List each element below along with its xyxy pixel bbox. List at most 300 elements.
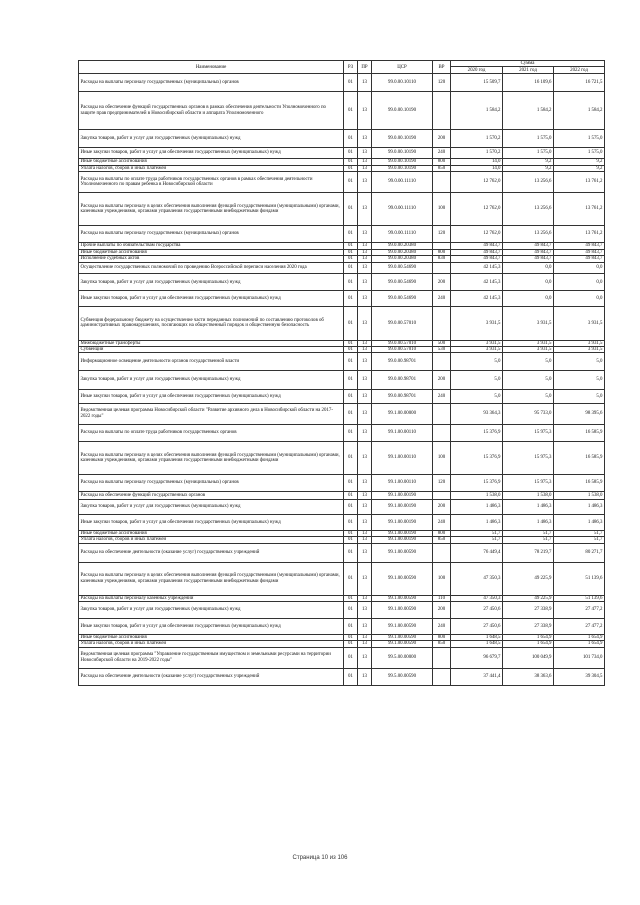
- cell-rz: 01: [344, 347, 358, 353]
- cell-vr: 800: [433, 634, 451, 640]
- cell-rz: 01: [344, 668, 358, 685]
- cell-rz: 01: [344, 370, 358, 389]
- cell-2020: 15 509,7: [451, 74, 503, 91]
- table-row: [79, 601, 605, 618]
- table-row: [79, 668, 605, 685]
- cell-2022: 1 575,0: [554, 147, 605, 159]
- cell-pr: 13: [358, 249, 372, 255]
- cell-2021: 15 975,3: [503, 474, 554, 491]
- cell-2021: 5,0: [503, 370, 554, 389]
- cell-2021: 49 225,9: [503, 595, 554, 601]
- cell-2021: 1 654,9: [503, 641, 554, 647]
- cell-pr: 13: [358, 562, 372, 595]
- cell-2022: 51 139,6: [554, 595, 605, 601]
- cell-2020: 42 145,3: [451, 274, 503, 291]
- cell-2020: 51,7: [451, 530, 503, 536]
- cell-2022: 16 585,9: [554, 442, 605, 475]
- cell-csr: 99.0.00.11110: [372, 172, 433, 193]
- cell-name: Иные бюджетные ассигнования: [79, 530, 344, 536]
- cell-2021: 78 219,7: [503, 543, 554, 562]
- table-row: [79, 370, 605, 389]
- cell-2022: 1 584,2: [554, 91, 605, 130]
- cell-2022: 101 734,0: [554, 647, 605, 668]
- cell-pr: 13: [358, 647, 372, 668]
- cell-2022: 0,0: [554, 274, 605, 291]
- cell-pr: 13: [358, 390, 372, 403]
- cell-2020: 15 376,9: [451, 424, 503, 441]
- cell-vr: 850: [433, 537, 451, 543]
- cell-2021: 49 843,7: [503, 256, 554, 262]
- cell-vr: 100: [433, 442, 451, 475]
- cell-csr: 99.1.00.00110: [372, 442, 433, 475]
- cell-2020: 5,0: [451, 353, 503, 370]
- cell-name: Расходы на обеспечение функций государственных органов в рамках обеспечения деятельности Уполномоченного по защите прав предпринимателей в Новосибирской области и аппарата Уполномоченного: [79, 91, 344, 130]
- cell-name: Иные закупки товаров, работ и услуг для обеспечения государственных (муниципальных) нужд: [79, 147, 344, 159]
- table-row: [79, 562, 605, 595]
- cell-name: Иные бюджетные ассигнования: [79, 159, 344, 165]
- cell-pr: 13: [358, 530, 372, 536]
- cell-name: Межбюджетные трансферты: [79, 340, 344, 346]
- cell-vr: [433, 353, 451, 370]
- cell-pr: 13: [358, 474, 372, 491]
- cell-vr: 200: [433, 370, 451, 389]
- cell-vr: 800: [433, 530, 451, 536]
- cell-2022: 13 761,2: [554, 225, 605, 242]
- cell-csr: 99.0.00.98701: [372, 390, 433, 403]
- cell-name: Расходы на выплаты персоналу в целях обеспечения выполнения функций государственными (муниципальными) органами, казенными учреждениями, органами управления государственными внебюджетными фондами: [79, 193, 344, 226]
- cell-csr: 99.0.00.57010: [372, 306, 433, 340]
- cell-rz: 01: [344, 274, 358, 291]
- cell-csr: 99.1.00.00590: [372, 562, 433, 595]
- cell-rz: 01: [344, 634, 358, 640]
- cell-rz: 01: [344, 595, 358, 601]
- cell-pr: 13: [358, 243, 372, 249]
- table-row: [79, 424, 605, 441]
- cell-2021: 0,0: [503, 262, 554, 274]
- cell-vr: 240: [433, 147, 451, 159]
- cell-csr: 99.1.00.00590: [372, 601, 433, 618]
- cell-2020: 3 931,5: [451, 347, 503, 353]
- cell-2021: 1 486,3: [503, 515, 554, 530]
- cell-csr: 99.5.00.00000: [372, 647, 433, 668]
- cell-2020: 14,0: [451, 165, 503, 171]
- cell-2020: 1 648,5: [451, 641, 503, 647]
- cell-csr: 99.1.00.00110: [372, 474, 433, 491]
- cell-pr: 13: [358, 291, 372, 306]
- table-body: [79, 74, 605, 686]
- cell-2021: 9,2: [503, 165, 554, 171]
- cell-name: Уплата налогов, сборов и иных платежей: [79, 537, 344, 543]
- cell-pr: 13: [358, 619, 372, 634]
- cell-rz: 01: [344, 159, 358, 165]
- cell-rz: 01: [344, 306, 358, 340]
- cell-vr: 240: [433, 291, 451, 306]
- cell-2021: 1 584,2: [503, 91, 554, 130]
- cell-csr: 99.1.00.00590: [372, 595, 433, 601]
- cell-2022: 5,0: [554, 390, 605, 403]
- cell-pr: 13: [358, 159, 372, 165]
- cell-name: Ведомственная целевая программа Новосибирской области "Развитие архивного дела в Новосибирской области на 2017-2022 годы": [79, 403, 344, 424]
- cell-rz: 01: [344, 225, 358, 242]
- cell-2022: 1 654,9: [554, 641, 605, 647]
- cell-2021: 1 575,0: [503, 147, 554, 159]
- cell-vr: 120: [433, 474, 451, 491]
- cell-2021: 51,7: [503, 537, 554, 543]
- cell-name: Закупка товаров, работ и услуг для государственных (муниципальных) нужд: [79, 130, 344, 147]
- cell-2021: 49 843,7: [503, 249, 554, 255]
- cell-2021: 3 931,5: [503, 340, 554, 346]
- cell-pr: 13: [358, 634, 372, 640]
- cell-rz: 01: [344, 340, 358, 346]
- table-row: [79, 262, 605, 274]
- cell-2021: 3 931,5: [503, 306, 554, 340]
- cell-2022: 98 395,6: [554, 403, 605, 424]
- cell-name: Расходы на обеспечение функций государственных органов: [79, 492, 344, 500]
- table-row: [79, 390, 605, 403]
- cell-2020: 27 450,6: [451, 619, 503, 634]
- table-row: [79, 499, 605, 514]
- cell-csr: 99.1.00.00190: [372, 499, 433, 514]
- cell-2022: 49 843,7: [554, 249, 605, 255]
- cell-2022: 9,2: [554, 165, 605, 171]
- cell-2022: 5,0: [554, 353, 605, 370]
- cell-vr: 240: [433, 515, 451, 530]
- cell-vr: [433, 543, 451, 562]
- table-row: [79, 353, 605, 370]
- cell-rz: 01: [344, 130, 358, 147]
- cell-2021: 49 225,9: [503, 562, 554, 595]
- cell-pr: 13: [358, 668, 372, 685]
- cell-name: Закупка товаров, работ и услуг для государственных (муниципальных) нужд: [79, 601, 344, 618]
- cell-name: Иные бюджетные ассигнования: [79, 249, 344, 255]
- cell-rz: 01: [344, 424, 358, 441]
- cell-vr: 100: [433, 562, 451, 595]
- col-header-sum: Сумма: [451, 61, 605, 67]
- cell-name: Расходы на обеспечение деятельности (оказание услуг) государственных учреждений: [79, 668, 344, 685]
- table-row: [79, 543, 605, 562]
- cell-rz: 01: [344, 499, 358, 514]
- cell-rz: 01: [344, 515, 358, 530]
- cell-rz: 01: [344, 543, 358, 562]
- cell-2021: 38 363,6: [503, 668, 554, 685]
- cell-rz: 01: [344, 243, 358, 249]
- cell-pr: 13: [358, 537, 372, 543]
- cell-csr: 99.0.00.10190: [372, 147, 433, 159]
- cell-pr: 13: [358, 91, 372, 130]
- cell-2022: 1 575,0: [554, 130, 605, 147]
- cell-2021: 13 256,6: [503, 172, 554, 193]
- cell-csr: 99.1.00.00590: [372, 641, 433, 647]
- cell-csr: 99.0.00.11110: [372, 225, 433, 242]
- cell-2020: 96 679,7: [451, 647, 503, 668]
- table-row: [79, 193, 605, 226]
- cell-2020: 5,0: [451, 370, 503, 389]
- cell-pr: 13: [358, 165, 372, 171]
- cell-2020: 47 350,3: [451, 562, 503, 595]
- cell-2020: 1 570,2: [451, 130, 503, 147]
- table-row: [79, 306, 605, 340]
- cell-rz: 01: [344, 641, 358, 647]
- cell-pr: 13: [358, 595, 372, 601]
- cell-rz: 01: [344, 562, 358, 595]
- cell-2021: 15 975,3: [503, 442, 554, 475]
- cell-csr: 99.0.00.10190: [372, 165, 433, 171]
- cell-2022: 5,0: [554, 370, 605, 389]
- cell-rz: 01: [344, 165, 358, 171]
- cell-name: Иные закупки товаров, работ и услуг для обеспечения государственных (муниципальных) нужд: [79, 291, 344, 306]
- cell-2020: 3 931,5: [451, 340, 503, 346]
- cell-name: Расходы на выплаты персоналу в целях обеспечения выполнения функций государственными (муниципальными) органами, казенными учреждениями, органами управления государственными внебюджетными фондами: [79, 442, 344, 475]
- cell-pr: 13: [358, 515, 372, 530]
- cell-2020: 1 584,2: [451, 91, 503, 130]
- cell-pr: 13: [358, 74, 372, 91]
- cell-csr: 99.0.00.54690: [372, 262, 433, 274]
- cell-rz: 01: [344, 147, 358, 159]
- cell-csr: 99.1.00.00190: [372, 530, 433, 536]
- budget-table: [78, 60, 605, 686]
- cell-pr: 13: [358, 370, 372, 389]
- cell-2021: 95 733,0: [503, 403, 554, 424]
- cell-2020: 49 843,7: [451, 249, 503, 255]
- table-row: [79, 474, 605, 491]
- cell-vr: 500: [433, 340, 451, 346]
- cell-csr: 99.1.00.00000: [372, 403, 433, 424]
- cell-name: Закупка товаров, работ и услуг для государственных (муниципальных) нужд: [79, 499, 344, 514]
- cell-2022: 1 486,3: [554, 515, 605, 530]
- cell-vr: 200: [433, 499, 451, 514]
- cell-name: Субвенция федеральному бюджету на осуществление части переданных полномочий по составлению протоколов об административных правонарушениях, посягающих на общественный порядок и общественную безопасность: [79, 306, 344, 340]
- cell-2022: 27 477,2: [554, 619, 605, 634]
- cell-rz: 01: [344, 193, 358, 226]
- cell-rz: 01: [344, 390, 358, 403]
- cell-2021: 51,7: [503, 530, 554, 536]
- cell-rz: 01: [344, 74, 358, 91]
- cell-csr: 99.1.00.00190: [372, 515, 433, 530]
- cell-2020: 14,0: [451, 159, 503, 165]
- cell-rz: 01: [344, 442, 358, 475]
- cell-csr: 99.1.00.00590: [372, 634, 433, 640]
- cell-vr: [433, 91, 451, 130]
- cell-2020: 1 648,5: [451, 634, 503, 640]
- cell-pr: 13: [358, 499, 372, 514]
- cell-csr: 99.0.00.20380: [372, 243, 433, 249]
- cell-2021: 100 049,9: [503, 647, 554, 668]
- cell-csr: 99.0.00.10110: [372, 74, 433, 91]
- cell-name: Расходы на выплаты персоналу в целях обеспечения выполнения функций государственными (муниципальными) органами, казенными учреждениями, органами управления государственными внебюджетными фондами: [79, 562, 344, 595]
- cell-pr: 13: [358, 543, 372, 562]
- cell-csr: 99.1.00.00590: [372, 543, 433, 562]
- cell-2022: 39 304,5: [554, 668, 605, 685]
- col-header-2021: 2021 год: [503, 67, 554, 74]
- cell-2022: 0,0: [554, 291, 605, 306]
- cell-2022: 49 843,7: [554, 243, 605, 249]
- col-header-vr: ВР: [433, 61, 451, 74]
- cell-2022: 3 931,5: [554, 306, 605, 340]
- cell-name: Иные закупки товаров, работ и услуг для обеспечения государственных (муниципальных) нужд: [79, 390, 344, 403]
- cell-vr: [433, 647, 451, 668]
- table-row: [79, 130, 605, 147]
- cell-2020: 5,0: [451, 390, 503, 403]
- cell-name: Осуществление государственных полномочий по проведению Всероссийской переписи населения 2020 года: [79, 262, 344, 274]
- cell-pr: 13: [358, 601, 372, 618]
- cell-2022: 1 654,9: [554, 634, 605, 640]
- cell-vr: 830: [433, 256, 451, 262]
- cell-csr: 99.0.00.54690: [372, 291, 433, 306]
- cell-2021: 1 486,3: [503, 499, 554, 514]
- cell-2020: 51,7: [451, 537, 503, 543]
- cell-2020: 12 762,0: [451, 225, 503, 242]
- cell-pr: 13: [358, 424, 372, 441]
- cell-csr: 99.1.00.00110: [372, 424, 433, 441]
- cell-pr: 13: [358, 225, 372, 242]
- cell-2020: 47 350,3: [451, 595, 503, 601]
- cell-2021: 15 975,3: [503, 424, 554, 441]
- cell-2021: 0,0: [503, 291, 554, 306]
- cell-2020: 15 376,9: [451, 442, 503, 475]
- cell-name: Уплата налогов, сборов и иных платежей: [79, 641, 344, 647]
- cell-2020: 1 570,2: [451, 147, 503, 159]
- table-row: [79, 147, 605, 159]
- cell-rz: 01: [344, 262, 358, 274]
- cell-vr: 850: [433, 641, 451, 647]
- table-row: [79, 442, 605, 475]
- cell-pr: 13: [358, 193, 372, 226]
- cell-vr: 240: [433, 619, 451, 634]
- cell-pr: 13: [358, 353, 372, 370]
- cell-pr: 13: [358, 347, 372, 353]
- cell-rz: 01: [344, 492, 358, 500]
- cell-name: Закупка товаров, работ и услуг для государственных (муниципальных) нужд: [79, 274, 344, 291]
- cell-vr: [433, 424, 451, 441]
- cell-csr: 99.5.00.00590: [372, 668, 433, 685]
- cell-name: Исполнение судебных актов: [79, 256, 344, 262]
- cell-2022: 1 486,3: [554, 499, 605, 514]
- cell-vr: 800: [433, 249, 451, 255]
- cell-rz: 01: [344, 619, 358, 634]
- cell-2022: 3 931,5: [554, 340, 605, 346]
- cell-pr: 13: [358, 340, 372, 346]
- cell-2021: 13 256,6: [503, 193, 554, 226]
- cell-pr: 13: [358, 172, 372, 193]
- cell-vr: 240: [433, 390, 451, 403]
- cell-2022: 51,7: [554, 530, 605, 536]
- table-row: [79, 403, 605, 424]
- cell-csr: 99.0.00.10190: [372, 91, 433, 130]
- cell-2021: 1 538,0: [503, 492, 554, 500]
- cell-pr: 13: [358, 256, 372, 262]
- cell-name: Информационное освещение деятельности органов государственной власти: [79, 353, 344, 370]
- cell-2022: 51,7: [554, 537, 605, 543]
- cell-rz: 01: [344, 601, 358, 618]
- cell-2022: 27 477,2: [554, 601, 605, 618]
- cell-csr: 99.0.00.54690: [372, 274, 433, 291]
- cell-pr: 13: [358, 274, 372, 291]
- cell-2022: 9,2: [554, 159, 605, 165]
- col-header-name: Наименование: [79, 61, 344, 74]
- cell-2021: 1 575,0: [503, 130, 554, 147]
- cell-2020: 93 364,3: [451, 403, 503, 424]
- table-row: [79, 619, 605, 634]
- col-header-pr: ПР: [358, 61, 372, 74]
- cell-2021: 5,0: [503, 353, 554, 370]
- table-row: [79, 91, 605, 130]
- cell-2020: 12 762,0: [451, 172, 503, 193]
- cell-name: Расходы на выплаты персоналу государственных (муниципальных) органов: [79, 74, 344, 91]
- cell-2021: 27 338,9: [503, 619, 554, 634]
- cell-rz: 01: [344, 474, 358, 491]
- cell-name: Закупка товаров, работ и услуг для государственных (муниципальных) нужд: [79, 370, 344, 389]
- cell-vr: [433, 403, 451, 424]
- cell-2020: 76 449,4: [451, 543, 503, 562]
- cell-pr: 13: [358, 147, 372, 159]
- table-row: [79, 225, 605, 242]
- cell-2021: 3 931,5: [503, 347, 554, 353]
- cell-name: Расходы на выплаты персоналу государственных (муниципальных) органов: [79, 474, 344, 491]
- cell-vr: [433, 262, 451, 274]
- cell-rz: 01: [344, 537, 358, 543]
- cell-name: Расходы на выплаты персоналу казенных учреждений: [79, 595, 344, 601]
- cell-2022: 80 271,7: [554, 543, 605, 562]
- col-header-2020: 2020 год: [451, 67, 503, 74]
- cell-vr: [433, 172, 451, 193]
- cell-pr: 13: [358, 492, 372, 500]
- cell-pr: 13: [358, 641, 372, 647]
- cell-vr: 120: [433, 225, 451, 242]
- cell-csr: 99.0.00.57010: [372, 340, 433, 346]
- cell-2022: 16 585,9: [554, 474, 605, 491]
- cell-2022: 16 721,5: [554, 74, 605, 91]
- cell-vr: 100: [433, 193, 451, 226]
- cell-name: Субвенции: [79, 347, 344, 353]
- page-number: Страница 10 из 106: [292, 855, 348, 861]
- cell-2020: 3 931,5: [451, 306, 503, 340]
- cell-2020: 37 441,4: [451, 668, 503, 685]
- cell-2022: 13 761,2: [554, 172, 605, 193]
- cell-vr: [433, 306, 451, 340]
- table-row: [79, 515, 605, 530]
- cell-vr: 530: [433, 347, 451, 353]
- cell-2021: 5,0: [503, 390, 554, 403]
- cell-csr: 99.1.00.00190: [372, 537, 433, 543]
- cell-2022: 1 538,0: [554, 492, 605, 500]
- cell-2020: 15 376,9: [451, 474, 503, 491]
- cell-csr: 99.0.00.98701: [372, 370, 433, 389]
- cell-2020: 49 843,7: [451, 243, 503, 249]
- table-row: [79, 74, 605, 91]
- cell-rz: 01: [344, 249, 358, 255]
- cell-2021: 49 843,7: [503, 243, 554, 249]
- cell-2020: 49 843,7: [451, 256, 503, 262]
- cell-csr: 99.0.00.10190: [372, 159, 433, 165]
- col-header-rz: РЗ: [344, 61, 358, 74]
- cell-name: Расходы на выплаты персоналу государственных (муниципальных) органов: [79, 225, 344, 242]
- cell-name: Уплата налогов, сборов и иных платежей: [79, 165, 344, 171]
- cell-2020: 42 145,3: [451, 262, 503, 274]
- cell-2020: 12 762,0: [451, 193, 503, 226]
- cell-name: Прочие выплаты по обязательствам государства: [79, 243, 344, 249]
- table-row: [79, 172, 605, 193]
- cell-pr: 13: [358, 262, 372, 274]
- cell-name: Расходы на обеспечение деятельности (оказание услуг) государственных учреждений: [79, 543, 344, 562]
- cell-2021: 1 654,9: [503, 634, 554, 640]
- cell-rz: 01: [344, 530, 358, 536]
- cell-vr: 120: [433, 74, 451, 91]
- cell-2022: 3 931,5: [554, 347, 605, 353]
- cell-vr: [433, 668, 451, 685]
- cell-2021: 9,2: [503, 159, 554, 165]
- cell-name: Иные бюджетные ассигнования: [79, 634, 344, 640]
- cell-2022: 51 139,6: [554, 562, 605, 595]
